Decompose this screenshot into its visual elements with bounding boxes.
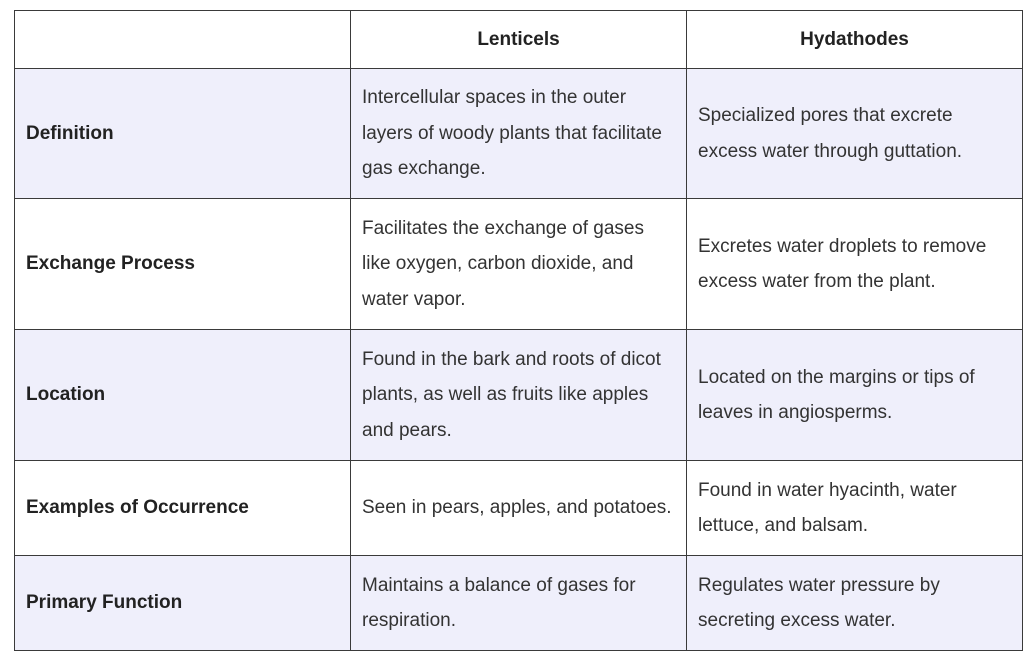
row-label: Primary Function: [15, 556, 351, 651]
row-label: Location: [15, 330, 351, 461]
table-body: [15, 69, 1023, 651]
row-label: Exchange Process: [15, 199, 351, 330]
lenticels-cell: Facilitates the exchange of gases like oxygen, carbon dioxide, and water vapor.: [351, 199, 687, 330]
lenticels-cell: Maintains a balance of gases for respiration.: [351, 556, 687, 651]
lenticels-cell: Found in the bark and roots of dicot plants, as well as fruits like apples and pears.: [351, 330, 687, 461]
hydathodes-cell: Located on the margins or tips of leaves in angiosperms.: [687, 330, 1023, 461]
lenticels-cell: Seen in pears, apples, and potatoes.: [351, 461, 687, 556]
header-hydathodes: Hydathodes: [687, 11, 1023, 69]
lenticels-cell: Intercellular spaces in the outer layers of woody plants that facilitate gas exchange.: [351, 69, 687, 199]
hydathodes-cell: Regulates water pressure by secreting excess water.: [687, 556, 1023, 651]
hydathodes-cell: Excretes water droplets to remove excess water from the plant.: [687, 199, 1023, 330]
table-row: [15, 199, 1023, 330]
header-lenticels: Lenticels: [351, 11, 687, 69]
hydathodes-cell: Found in water hyacinth, water lettuce, and balsam.: [687, 461, 1023, 556]
row-label: Definition: [15, 69, 351, 199]
table-header: [15, 11, 1023, 69]
row-label: Examples of Occurrence: [15, 461, 351, 556]
table-row: [15, 330, 1023, 461]
comparison-table: [14, 10, 1023, 651]
table-row: [15, 69, 1023, 199]
table-row: [15, 461, 1023, 556]
hydathodes-cell: Specialized pores that excrete excess water through guttation.: [687, 69, 1023, 199]
header-row: [15, 11, 1023, 69]
table-row: [15, 556, 1023, 651]
header-empty-cell: [15, 11, 351, 69]
